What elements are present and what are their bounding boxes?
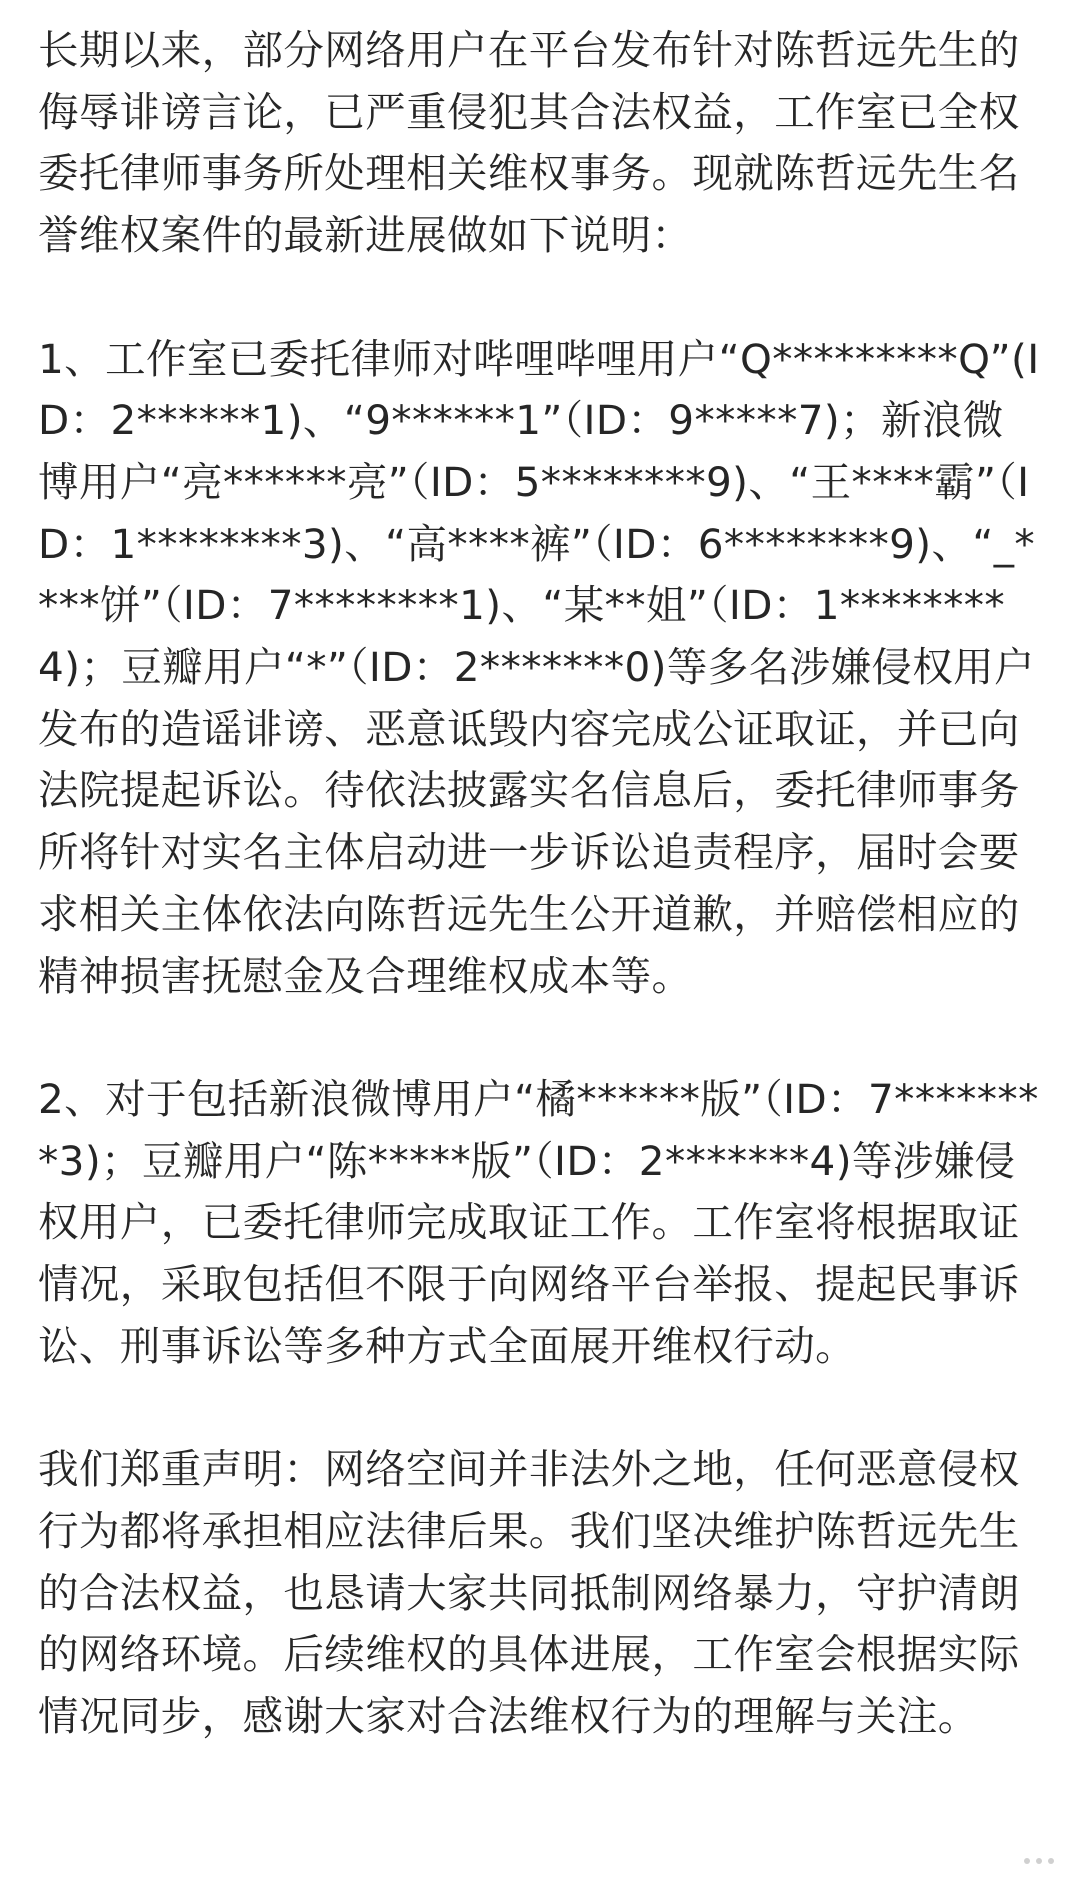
progress-item-1-paragraph: 1、工作室已委托律师对哔哩哔哩用户“Q*********Q”(ID：2******1)、“9******1”（ID：9*****7)；新浪微博用户“亮******亮”（ID：5********9)、“王****霸”（ID：1********3)、“高****裤”（ID：6********9)、“_****饼”（ID：7********1)、“某**姐”（ID：1********4)；豆瓣用户“*”（ID：2*******0)等多名涉嫌侵权用户发布的造谣诽谤、恶意诋毁内容完成公证取证，并已向法院提起诉讼。待依法披露实名信息后，委托律师事务所将针对实名主体启动进一步诉讼追责程序，届时会要求相关主体依法向陈哲远先生公开道歉，并赔偿相应的精神损害抚慰金及合理维权成本等。 [38,334,1040,1000]
paragraph-spacer [38,1007,1042,1069]
paragraph-spacer [38,1377,1042,1439]
closing-declaration-paragraph: 我们郑重声明：网络空间并非法外之地，任何恶意侵权行为都将承担相应法律后果。我们坚决维护陈哲远先生的合法权益，也恳请大家共同抵制网络暴力，守护清朗的网络环境。后续维权的具体进展，工作室会根据实际情况同步，感谢大家对合法维权行为的理解与关注。 [38,1445,1020,1740]
intro-paragraph: 长期以来，部分网络用户在平台发布针对陈哲远先生的侮辱诽谤言论，已严重侵犯其合法权益，工作室已全权委托律师事务所处理相关维权事务。现就陈哲远先生名誉维权案件的最新进展做如下说明： [38,26,1020,260]
progress-item-2-paragraph: 2、对于包括新浪微博用户“橘******版”（ID：7********3)；豆瓣用户“陈*****版”（ID：2*******4)等涉嫌侵权用户，已委托律师完成取证工作。工作室将根据取证情况，采取包括但不限于向网络平台举报、提起民事诉讼、刑事诉讼等多种方式全面展开维权行动。 [38,1074,1039,1370]
paragraph-spacer [38,267,1042,329]
more-dots-icon [1024,1858,1054,1864]
